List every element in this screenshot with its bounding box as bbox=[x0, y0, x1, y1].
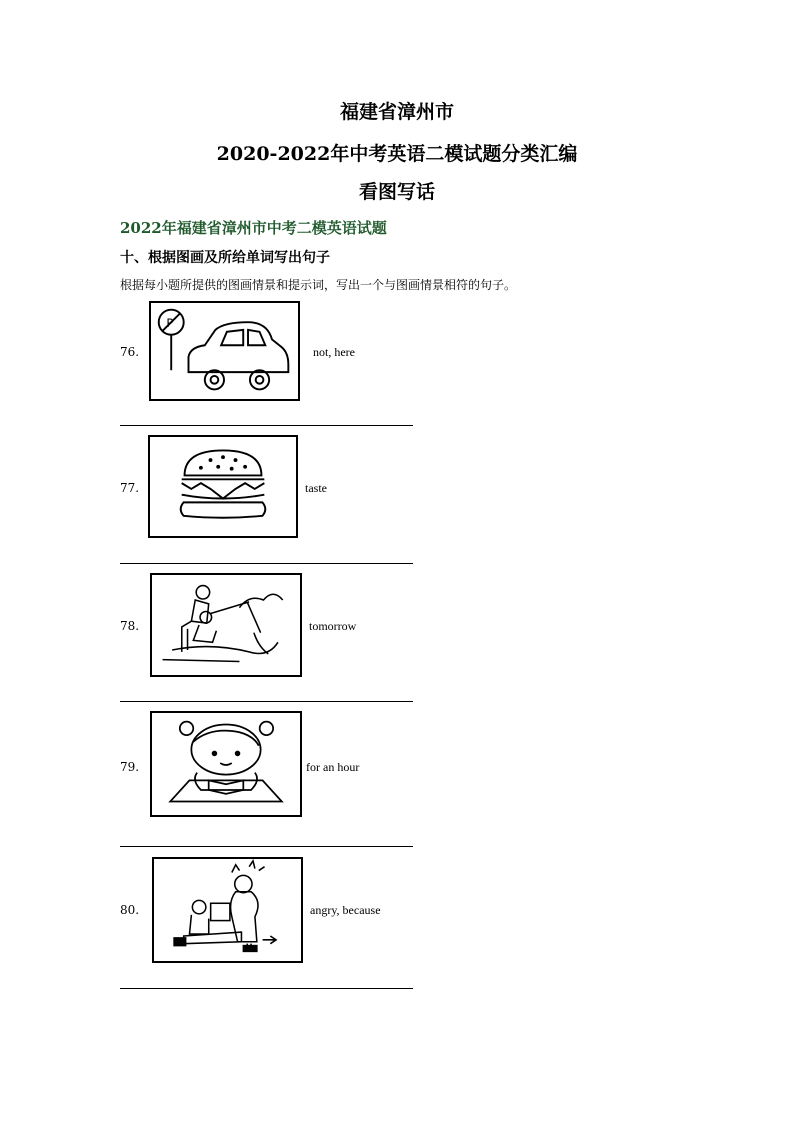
girl-reading-icon bbox=[150, 711, 302, 817]
doc-title-main: 2020-2022年中考英语二模试题分类汇编 bbox=[216, 143, 578, 165]
question-number: 78. bbox=[120, 619, 140, 633]
question-number: 79. bbox=[120, 760, 140, 774]
exam-title: 2022年福建省漳州市中考二模英语试题 bbox=[120, 219, 387, 237]
question-number: 80. bbox=[120, 903, 140, 917]
angry-mother-boy-computer-icon bbox=[152, 857, 303, 963]
doc-title-topic: 看图写话 bbox=[358, 181, 435, 203]
hint-text: taste bbox=[305, 481, 327, 495]
answer-line[interactable] bbox=[120, 425, 413, 426]
answer-line[interactable] bbox=[120, 701, 413, 702]
svg-text:P: P bbox=[166, 316, 174, 330]
no-parking-car-icon bbox=[149, 301, 300, 401]
question-number: 77. bbox=[120, 481, 140, 495]
hamburger-icon bbox=[148, 435, 298, 538]
doc-title-location: 福建省漳州市 bbox=[339, 101, 454, 123]
question-number: 76. bbox=[120, 345, 140, 359]
hint-text: for an hour bbox=[306, 760, 360, 774]
hint-text: angry, because bbox=[310, 903, 381, 917]
hint-text: tomorrow bbox=[309, 619, 357, 633]
hint-text: not, here bbox=[313, 345, 355, 359]
answer-line[interactable] bbox=[120, 988, 413, 989]
answer-line[interactable] bbox=[120, 563, 413, 564]
instruction: 根据每小题所提供的图画情景和提示词，写出一个与图画情景相符的句子。 bbox=[120, 278, 517, 292]
part-title: 十、根据图画及所给单词写出句子 bbox=[120, 250, 330, 266]
answer-line[interactable] bbox=[120, 846, 413, 847]
father-son-fishing-icon bbox=[150, 573, 302, 677]
